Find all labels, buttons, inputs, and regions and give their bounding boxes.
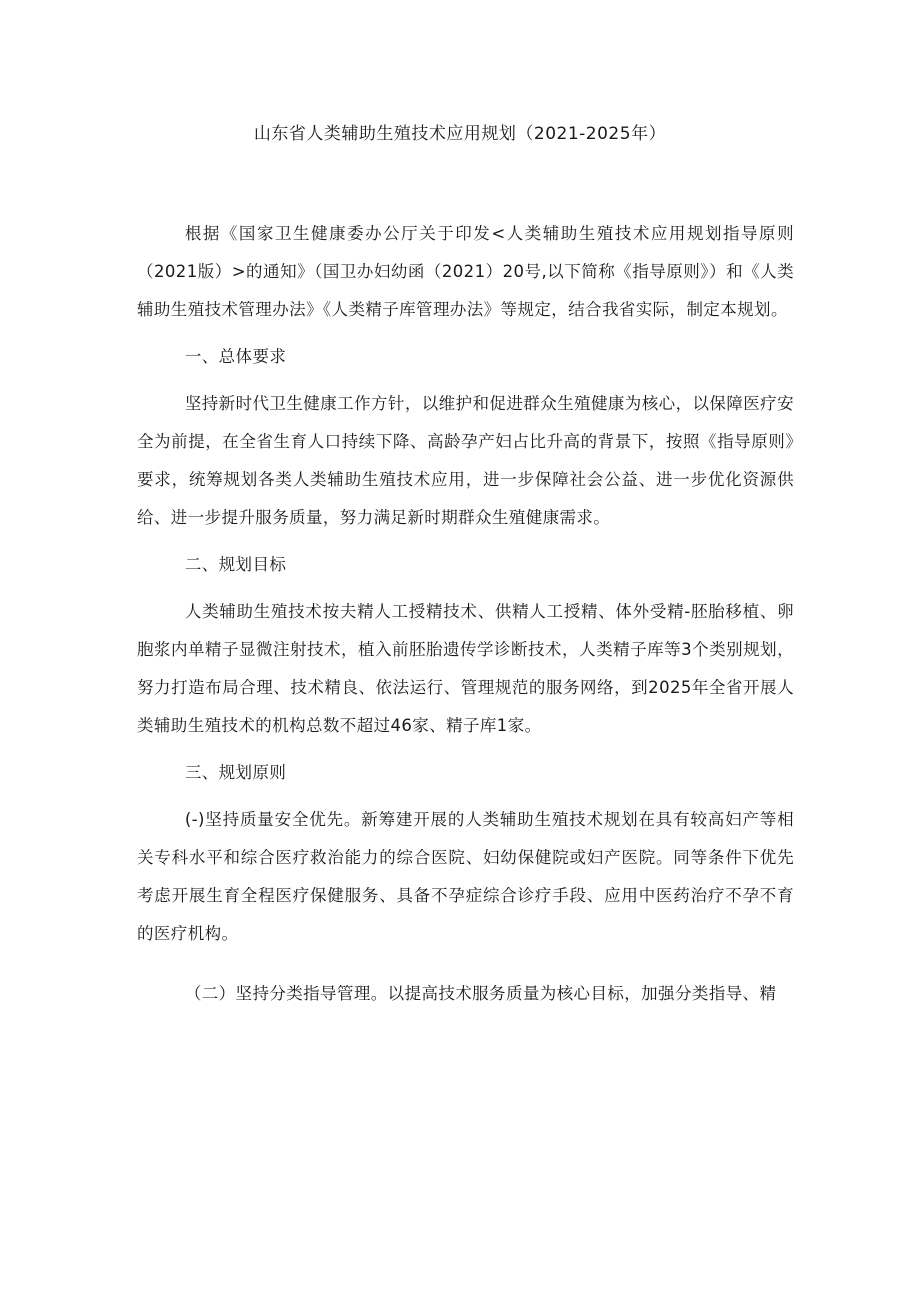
intro-paragraph: 根据《国家卫生健康委办公厅关于印发<人类辅助生殖技术应用规划指导原则（2021版）>的通知》（国卫办妇幼函（2021）20号,以下简称《指导原则》）和《人类辅助生殖技术管理办法》《人类精子库管理办法》等规定，结合我省实际，制定本规划。 xyxy=(137,224,794,319)
section-heading-planning-goals: 二、规划目标 xyxy=(184,555,287,574)
principle-paragraph-quality-safety: (-)坚持质量安全优先。新筹建开展的人类辅助生殖技术规划在具有较高妇产等相关专科水平和综合医疗救治能力的综合医院、妇幼保健院或妇产医院。同等条件下优先考虑开展生育全程医疗保健服务、具备不孕症综合诊疗手段、应用中医药治疗不孕不育的医疗机构。 xyxy=(137,810,794,943)
section-paragraph-general-requirements: 坚持新时代卫生健康工作方针，以维护和促进群众生殖健康为核心，以保障医疗安全为前提，在全省生育人口持续下降、高龄孕产妇占比升高的背景下，按照《指导原则》要求，统筹规划各类人类辅助生殖技术应用，进一步保障社会公益、进一步优化资源供给、进一步提升服务质量，努力满足新时期群众生殖健康需求。 xyxy=(137,394,794,527)
section-heading-planning-principles: 三、规划原则 xyxy=(184,763,287,782)
section-paragraph-planning-goals: 人类辅助生殖技术按夫精人工授精技术、供精人工授精、体外受精-胚胎移植、卵胞浆内单精子显微注射技术，植入前胚胎遗传学诊断技术，人类精子库等3个类别规划，努力打造布局合理、技术精良、依法运行、管理规范的服务网络，到2025年全省开展人类辅助生殖技术的机构总数不超过46家、精子库1家。 xyxy=(137,602,794,735)
section-heading-general-requirements: 一、总体要求 xyxy=(184,347,287,366)
document-title: 山东省人类辅助生殖技术应用规划（2021-2025年） xyxy=(253,124,667,144)
principle-paragraph-classified-guidance: （二）坚持分类指导管理。以提高技术服务质量为核心目标，加强分类指导、精 xyxy=(184,984,777,1003)
document-body xyxy=(137,215,794,1013)
